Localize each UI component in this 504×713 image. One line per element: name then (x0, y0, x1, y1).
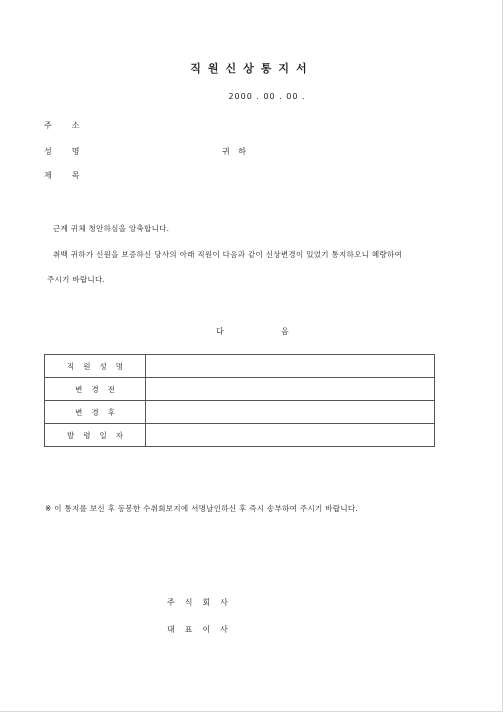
greeting-text: 근계 귀체 청안하심을 앙축합니다. (53, 224, 170, 233)
ceo-label: 대표이사 (167, 625, 238, 634)
body-line-1: 취백 귀하가 신원을 보증하신 당사의 아래 직원이 다음과 같이 신상변경이 있었기 통지하오니 혜량하여 (53, 250, 403, 259)
table-row-label: 변경후 (45, 401, 146, 424)
table-row (45, 424, 435, 447)
name-label: 성명 (44, 147, 100, 156)
subject-label: 제목 (44, 171, 100, 180)
body-line-2: 주시기 바랍니다. (47, 275, 106, 284)
notice-text: ※ 이 통지를 보신 후 동봉한 수취회보지에 서명날인하신 후 즉시 송부하여 주시기 바랍니다. (45, 504, 359, 513)
table-row-label: 직원성명 (45, 355, 146, 378)
table-row-value[interactable] (146, 424, 435, 447)
company-label: 주식회사 (167, 598, 238, 607)
heading-eum: 음 (281, 327, 289, 336)
info-table (44, 354, 435, 447)
table-row-label: 발령일자 (45, 424, 146, 447)
document-title: 직원신상통지서 (190, 62, 314, 75)
table-row-value[interactable] (146, 378, 435, 401)
table-row-label: 변경전 (45, 378, 146, 401)
address-label: 주소 (44, 121, 100, 130)
table-row (45, 378, 435, 401)
table-row (45, 355, 435, 378)
table-row-value[interactable] (146, 401, 435, 424)
document-date: 2000 . 00 . 00 . (228, 92, 306, 101)
heading-da: 다 (216, 327, 224, 336)
table-row (45, 401, 435, 424)
honorific: 귀 하 (222, 147, 249, 156)
table-row-value[interactable] (146, 355, 435, 378)
